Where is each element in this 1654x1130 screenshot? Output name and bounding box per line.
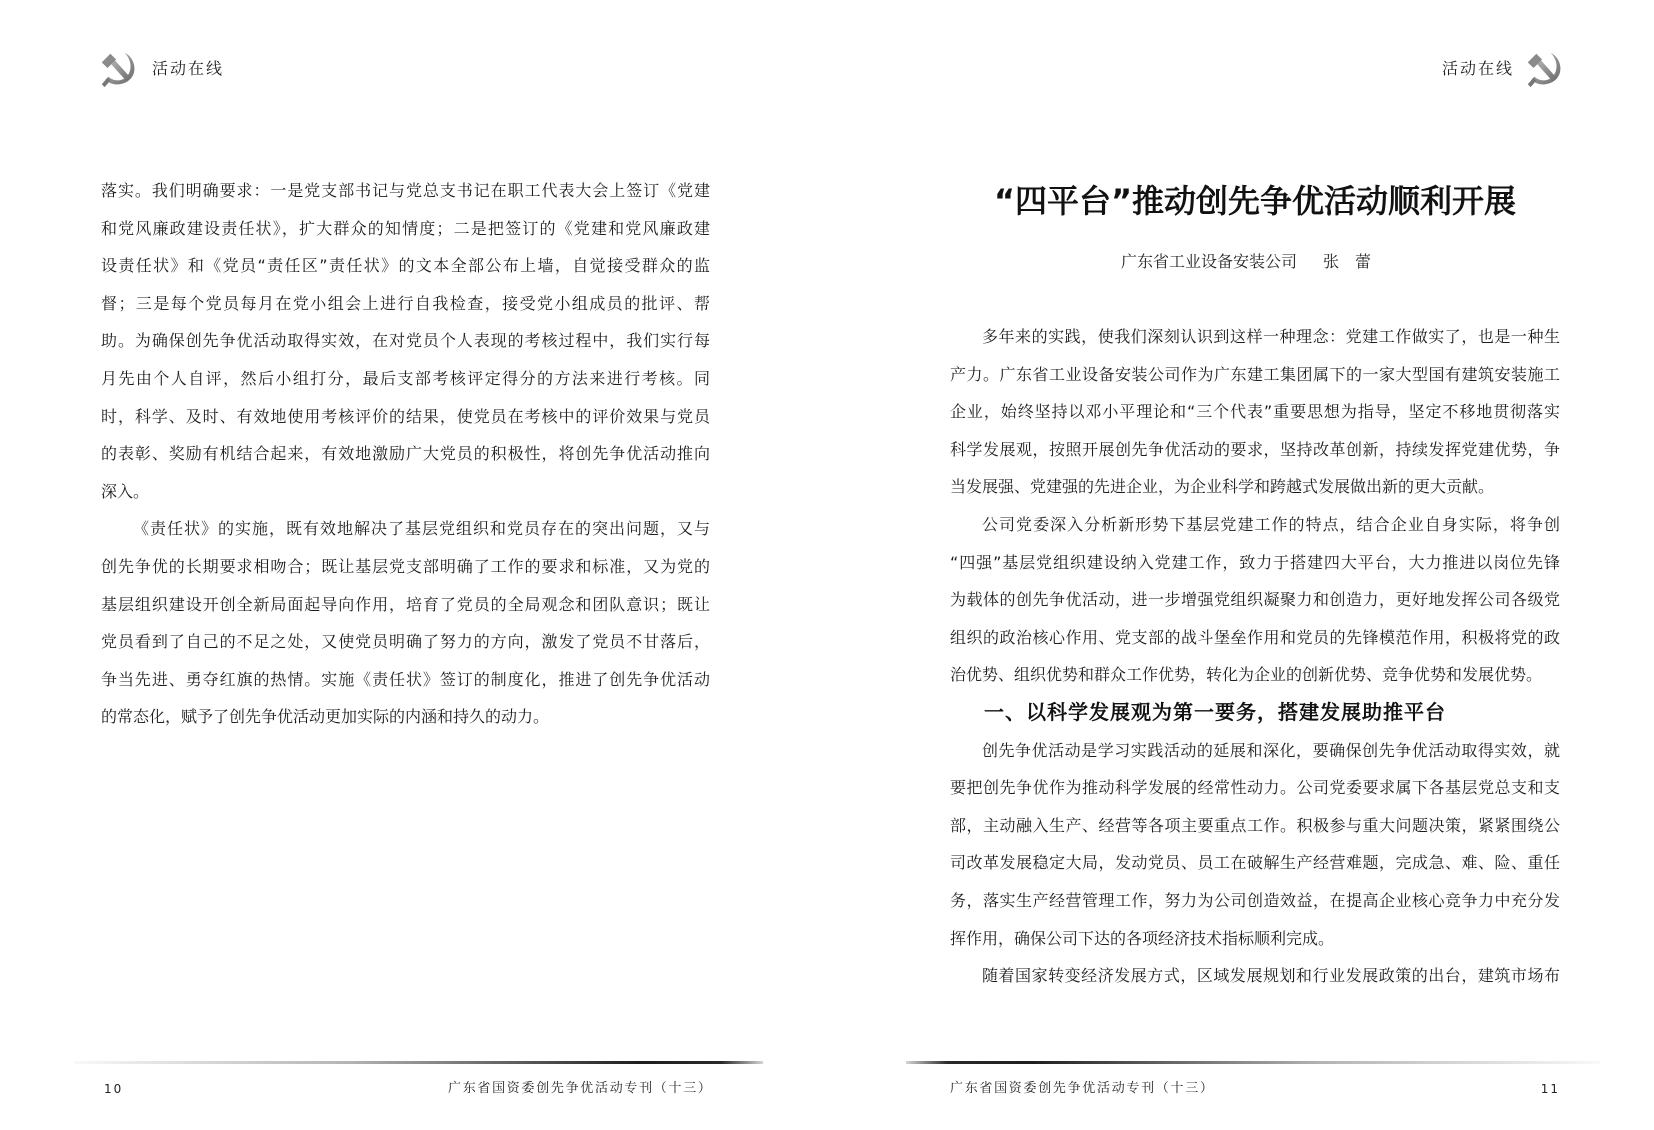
text-line: 的常态化，赋予了创先争优活动更加实际的内涵和持久的动力。: [101, 707, 550, 727]
text-line: 的表彰、奖励有机结合起来，有效地激励广大党员的积极性，将创先争优活动推向: [101, 444, 710, 464]
text-line: 挥作用，确保公司下达的各项经济技术指标顺利完成。: [950, 928, 1335, 948]
text-line: 部，主动融入生产、经营等各项主要重点工作。积极参与重大问题决策，紧紧围绕公: [950, 815, 1560, 835]
text-line: 和党风廉政建设责任状》，扩大群众的知情度；二是把签订的《党建和党风廉政建: [101, 218, 710, 238]
left-page-body: [101, 172, 710, 736]
text-line: 要把创先争优作为推动科学发展的经常性动力。公司党委要求属下各基层党总支和支: [950, 778, 1560, 798]
text-line: 《责任状》的实施，既有效地解决了基层党组织和党员存在的突出问题，又与: [133, 519, 710, 539]
text-line: 治优势、组织优势和群众工作优势，转化为企业的创新优势、竞争优势和发展优势。: [950, 665, 1543, 685]
page-number: 11: [1540, 1082, 1560, 1096]
footer-rule: [74, 1061, 763, 1064]
section-label: 活动在线: [1442, 59, 1515, 78]
page-number: 10: [104, 1082, 124, 1096]
paragraph: [101, 510, 710, 736]
publication-title: 广东省国资委创先争优活动专刊（十三）: [950, 1081, 1215, 1096]
hammer-and-sickle-icon: [1523, 48, 1565, 90]
byline: [1121, 250, 1371, 274]
text-line: 为载体的创先争优活动，进一步增强党组织凝聚力和创造力，更好地发挥公司各级党: [950, 590, 1560, 610]
publication-title: 广东省国资委创先争优活动专刊（十三）: [448, 1081, 713, 1096]
text-line: 司改革发展稳定大局，发动党员、员工在破解生产经营难题，完成急、难、险、重任: [950, 853, 1560, 873]
text-line: “四强”基层党组织建设纳入党建工作，致力于搭建四大平台，大力推进以岗位先锋: [950, 552, 1560, 572]
text-line: 深入。: [101, 481, 150, 501]
hammer-and-sickle-icon: [97, 48, 139, 90]
text-line: 助。为确保创先争优活动取得实效，在对党员个人表现的考核过程中，我们实行每: [101, 331, 710, 351]
author-name: 张 蕾: [1323, 252, 1372, 271]
author-organization: 广东省工业设备安装公司: [1121, 252, 1298, 271]
text-line: 公司党委深入分析新形势下基层党建工作的特点，结合企业自身实际，将争创: [982, 514, 1560, 534]
text-line: 月先由个人自评，然后小组打分，最后支部考核评定得分的方法来进行考核。同: [101, 368, 710, 388]
text-line: 党员看到了自己的不足之处，又使党员明确了努力的方向，激发了党员不甘落后，: [101, 632, 710, 652]
text-line: 争当先进、勇夺红旗的热情。实施《责任状》签订的制度化，推进了创先争优活动: [101, 669, 710, 689]
paragraph: [950, 732, 1560, 958]
text-line: 产力。广东省工业设备安装公司作为广东建工集团属下的一家大型国有建筑安装施工: [950, 364, 1560, 384]
text-line: 督；三是每个党员每月在党小组会上进行自我检查，接受党小组成员的批评、帮: [101, 293, 710, 313]
text-line: 企业，始终坚持以邓小平理论和“三个代表”重要思想为指导，坚定不移地贯彻落实: [950, 402, 1560, 422]
text-line: 创先争优活动是学习实践活动的延展和深化，要确保创先争优活动取得实效，就: [982, 740, 1560, 760]
text-line: 创先争优的长期要求相吻合；既让基层党支部明确了工作的要求和标准，又为党的: [101, 556, 710, 576]
text-line: 时，科学、及时、有效地使用考核评价的结果，使党员在考核中的评价效果与党员: [101, 406, 710, 426]
paragraph: [950, 506, 1560, 694]
article-title: “四平台”推动创先争优活动顺利开展: [993, 182, 1517, 220]
paragraph: [950, 957, 1560, 995]
text-line: 随着国家转变经济发展方式，区域发展规划和行业发展政策的出台，建筑市场布: [982, 966, 1560, 986]
text-line: 落实。我们明确要求：一是党支部书记与党总支书记在职工代表大会上签订《党建: [101, 181, 710, 200]
paragraph: [101, 172, 710, 510]
section-heading: 一、以科学发展观为第一要务，搭建发展助推平台: [984, 699, 1446, 724]
article-body: [950, 318, 1560, 995]
text-line: 组织的政治核心作用、党支部的战斗堡垒作用和党员的先锋模范作用，积极将党的政: [950, 627, 1560, 647]
text-line: 多年来的实践，使我们深刻认识到这样一种理念：党建工作做实了，也是一种生: [982, 327, 1560, 346]
paragraph: [950, 318, 1560, 506]
footer-rule: [906, 1061, 1600, 1064]
section-label: 活动在线: [152, 59, 225, 78]
text-line: 当发展强、党建强的先进企业，为企业科学和跨越式发展做出新的更大贡献。: [950, 477, 1495, 497]
text-line: 基层组织建设开创全新局面起导向作用，培育了党员的全局观念和团队意识；既让: [101, 594, 710, 614]
text-line: 科学发展观，按照开展创先争优活动的要求，坚持改革创新，持续发挥党建优势，争: [950, 439, 1560, 459]
text-line: 设责任状》和《党员“责任区”责任状》的文本全部公布上墙，自觉接受群众的监: [101, 256, 710, 276]
text-line: 务，落实生产经营管理工作，努力为公司创造效益，在提高企业核心竞争力中充分发: [950, 890, 1560, 910]
